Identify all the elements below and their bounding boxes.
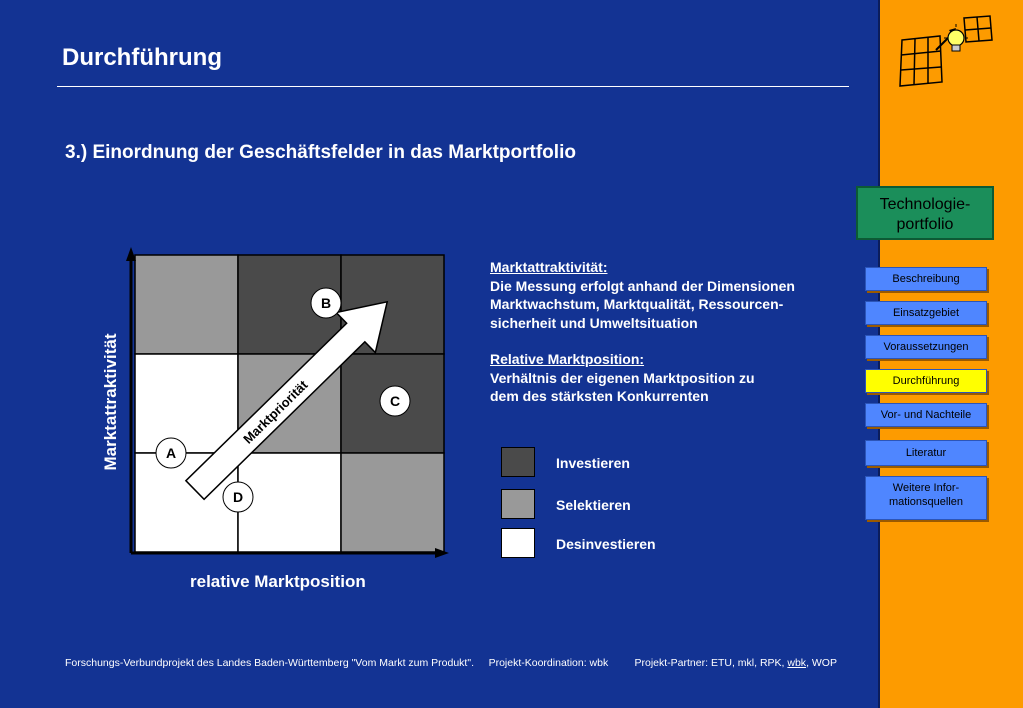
- portfolio-matrix: [95, 245, 455, 565]
- page-title: Durchführung: [62, 44, 222, 71]
- point-b-label: B: [320, 295, 332, 311]
- footer-wbk-link[interactable]: wbk: [787, 657, 807, 669]
- footer-partners: Projekt-Partner: ETU, mkl, RPK,: [634, 657, 788, 669]
- legend-label: Selektieren: [556, 497, 631, 513]
- nav-weitere-infos-button[interactable]: [865, 476, 987, 520]
- description-line: Marktwachstum, Marktqualität, Ressourcen-: [490, 296, 784, 312]
- legend-item-investieren: [501, 447, 701, 481]
- point-c-label: C: [389, 393, 401, 409]
- nav-literatur-button[interactable]: Literatur: [865, 440, 987, 466]
- footer-partners-end: , WOP: [806, 657, 837, 669]
- footer-project: Forschungs-Verbundprojekt des Landes Baden-Württemberg "Vom Markt zum Produkt".: [65, 657, 474, 669]
- legend-label: Investieren: [556, 455, 630, 471]
- description-line: dem des stärksten Konkurrenten: [490, 388, 709, 404]
- y-axis-arrowhead: [126, 247, 136, 261]
- cell-mid-left: [135, 354, 238, 453]
- legend-swatch-light: [501, 528, 535, 558]
- nav-durchfuehrung-button[interactable]: Durchführung: [865, 369, 987, 393]
- nav-einsatzgebiet-button[interactable]: Einsatzgebiet: [865, 301, 987, 325]
- legend-label: Desinvestieren: [556, 536, 656, 552]
- technologieportfolio-box: [856, 186, 994, 240]
- footer-coordination: Projekt-Koordination: wbk: [488, 657, 609, 669]
- description-line: Die Messung erfolgt anhand der Dimensionen: [490, 277, 795, 294]
- description-line: Verhältnis der eigenen Marktposition zu: [490, 369, 755, 386]
- cell-bottom-right: [341, 453, 444, 552]
- priority-arrow-label: Marktpriorität: [240, 377, 311, 447]
- description-heading-attractiveness: Marktattraktivität:: [490, 259, 608, 275]
- nav-vor-nachteile-button[interactable]: Vor- und Nachteile: [865, 403, 987, 427]
- description-heading-position: Relative Marktposition:: [490, 351, 645, 367]
- cell-top-left: [135, 255, 238, 354]
- title-divider: [57, 86, 849, 87]
- y-axis-label: Marktattraktivität: [101, 333, 120, 471]
- description-text: [490, 258, 860, 406]
- description-line: sicherheit und Umweltsituation: [490, 314, 698, 331]
- technologieportfolio-line1: Technologie-: [879, 196, 971, 213]
- footer: [65, 657, 837, 669]
- nav-voraussetzungen-button[interactable]: Voraussetzungen: [865, 335, 987, 359]
- legend-item-selektieren: [501, 489, 701, 523]
- legend-item-desinvestieren: [501, 528, 701, 562]
- cell-bottom-middle: [238, 453, 341, 552]
- section-subtitle: 3.) Einordnung der Geschäftsfelder in das Marktportfolio: [65, 142, 576, 163]
- nav-weitere-line2: mationsquellen: [889, 496, 963, 508]
- x-axis-label: relative Marktposition: [190, 572, 366, 591]
- point-d-label: D: [232, 489, 244, 505]
- legend-swatch-medium: [501, 489, 535, 519]
- nav-beschreibung-button[interactable]: Beschreibung: [865, 267, 987, 291]
- lightbulb-grid-logo-icon: [896, 10, 1006, 90]
- technologieportfolio-line2: portfolio: [896, 216, 954, 233]
- legend-swatch-dark: [501, 447, 535, 477]
- nav-weitere-line1: Weitere Infor-: [892, 482, 960, 494]
- point-a-label: A: [165, 445, 177, 461]
